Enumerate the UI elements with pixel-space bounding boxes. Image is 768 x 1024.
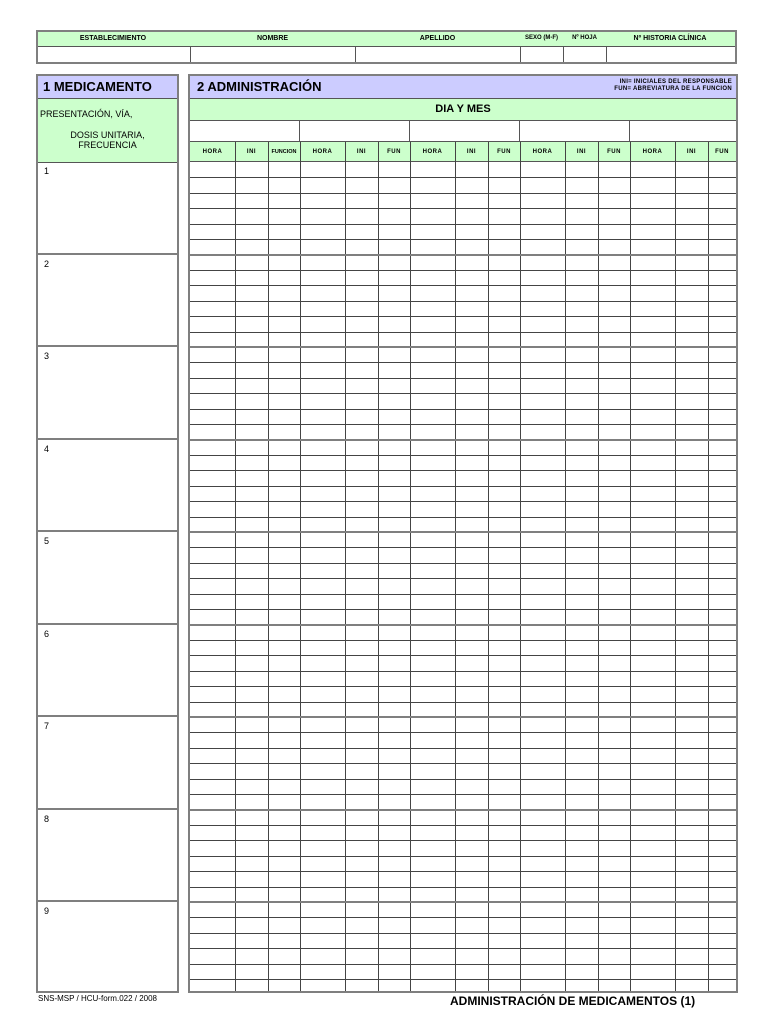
medicamento-row-8[interactable] [38,810,177,903]
grid-row-line [190,409,736,410]
grid-row-line [190,332,736,333]
grid-row-line [190,948,736,949]
label-hoja: Nº HOJA [572,35,597,41]
grid-row-line [190,840,736,841]
grid-row-line [190,933,736,934]
divider [355,46,356,62]
column-header-fun: FUN [715,149,729,155]
block-separator [190,809,736,811]
frecuencia-label: FRECUENCIA [78,140,137,150]
column-header-hora: HORA [532,149,553,155]
note-fun: FUN= ABREVIATURA DE LA FUNCION [614,86,732,92]
medicamento-row-1[interactable] [38,162,177,255]
grid-row-line [190,979,736,980]
grid-row-line [190,239,736,240]
block-separator [190,716,736,718]
medicamento-row-7[interactable] [38,717,177,810]
medicamento-row-2[interactable] [38,255,177,348]
grid-row-line [190,887,736,888]
divider [606,46,607,62]
patient-header [36,30,737,64]
block-separator [190,346,736,348]
medicamento-row-number: 8 [44,813,50,824]
grid-row-line [190,285,736,286]
grid-row-line [190,301,736,302]
medicamento-row-9[interactable] [38,902,177,995]
grid-row-line [190,578,736,579]
dosis-label: DOSIS UNITARIA, [70,130,145,140]
presentacion-label: PRESENTACIÓN, VÍA, [40,109,133,119]
medicamento-title: 1 MEDICAMENTO [38,76,177,99]
grid-row-line [190,177,736,178]
column-header-ini: INI [686,149,697,155]
grid-row-line [190,393,736,394]
grid-row-line [190,594,736,595]
date-cell[interactable] [520,120,630,142]
column-header-ini: INI [246,149,257,155]
block-separator [190,531,736,533]
block-separator [190,901,736,903]
grid-row-line [190,748,736,749]
date-cell[interactable] [190,120,300,142]
column-header-ini: INI [356,149,367,155]
grid-row-line [190,547,736,548]
block-separator [190,624,736,626]
grid-row-line [190,193,736,194]
grid-row-line [190,455,736,456]
administracion-section [188,74,738,993]
grid-row-line [190,609,736,610]
medicamento-row-number: 5 [44,536,50,546]
medicamento-row-number: 1 [44,166,50,176]
medicamento-row-5[interactable] [38,532,177,625]
grid-row-line [190,763,736,764]
block-separator [190,254,736,256]
grid-row-line [190,640,736,641]
medicamento-row-number: 6 [44,628,50,639]
block-separator [190,439,736,441]
medicamento-row-number: 7 [44,721,50,731]
note-ini: INI= INICIALES DEL RESPONSABLE [619,79,732,85]
label-nombre: NOMBRE [256,35,289,42]
column-header-fun: FUN [387,149,401,155]
grid-row-line [190,224,736,225]
medicamento-row-number: 9 [44,906,50,916]
form-code: SNS-MSP / HCU-form.022 / 2008 [38,994,158,1003]
grid-row-line [190,270,736,271]
dia-y-mes-header: DIA Y MES [190,99,736,121]
date-cell[interactable] [410,120,520,142]
divider [520,46,521,62]
column-header-ini: INI [576,149,587,155]
grid-row-line [190,470,736,471]
column-header-ini: INI [466,149,477,155]
grid-row-line [190,964,736,965]
grid-row-line [190,362,736,363]
grid-row-line [190,871,736,872]
grid-row-line [190,424,736,425]
column-header-fun: FUN [497,149,511,155]
medicamento-row-6[interactable] [38,625,177,718]
label-sexo: SEXO (M-F) [525,35,558,41]
column-header-hora: HORA [202,149,223,155]
grid-row-line [190,501,736,502]
medicamento-section [36,74,179,993]
column-header-fun: FUN [607,149,621,155]
grid-row-line [190,732,736,733]
grid-row-line [190,686,736,687]
date-cell[interactable] [630,120,736,142]
medicamento-row-number: 3 [44,351,50,361]
grid-row-line [190,671,736,672]
medicamento-subheader [38,99,177,163]
grid-row-line [190,655,736,656]
column-header-hora: HORA [422,149,443,155]
form-title: ADMINISTRACIÓN DE MEDICAMENTOS (1) [450,994,696,1008]
medicamento-row-4[interactable] [38,440,177,533]
label-apellido: APELLIDO [419,35,456,42]
divider [563,46,564,62]
column-header-hora: HORA [642,149,663,155]
grid-row-line [190,517,736,518]
label-establecimiento: ESTABLECIMIENTO [79,35,147,42]
grid-row-line [190,779,736,780]
grid-row-line [190,917,736,918]
medicamento-row-number: 2 [44,258,50,269]
grid-row-line [190,702,736,703]
grid-row-line [190,486,736,487]
administracion-title: 2 ADMINISTRACIÓN [197,79,322,94]
medicamento-row-number: 4 [44,443,50,454]
grid-row-line [190,856,736,857]
column-header-funcion: FUNCION [271,149,297,155]
grid-row-line [190,378,736,379]
column-header-hora: HORA [312,149,333,155]
label-historia-clinica: Nº HISTORIA CLÍNICA [633,35,707,42]
grid-row-line [190,316,736,317]
date-cell[interactable] [300,120,410,142]
grid-row-line [190,563,736,564]
grid-row-line [190,794,736,795]
medicamento-row-3[interactable] [38,347,177,440]
divider [190,46,191,62]
grid-row-line [190,825,736,826]
grid-row-line [190,208,736,209]
